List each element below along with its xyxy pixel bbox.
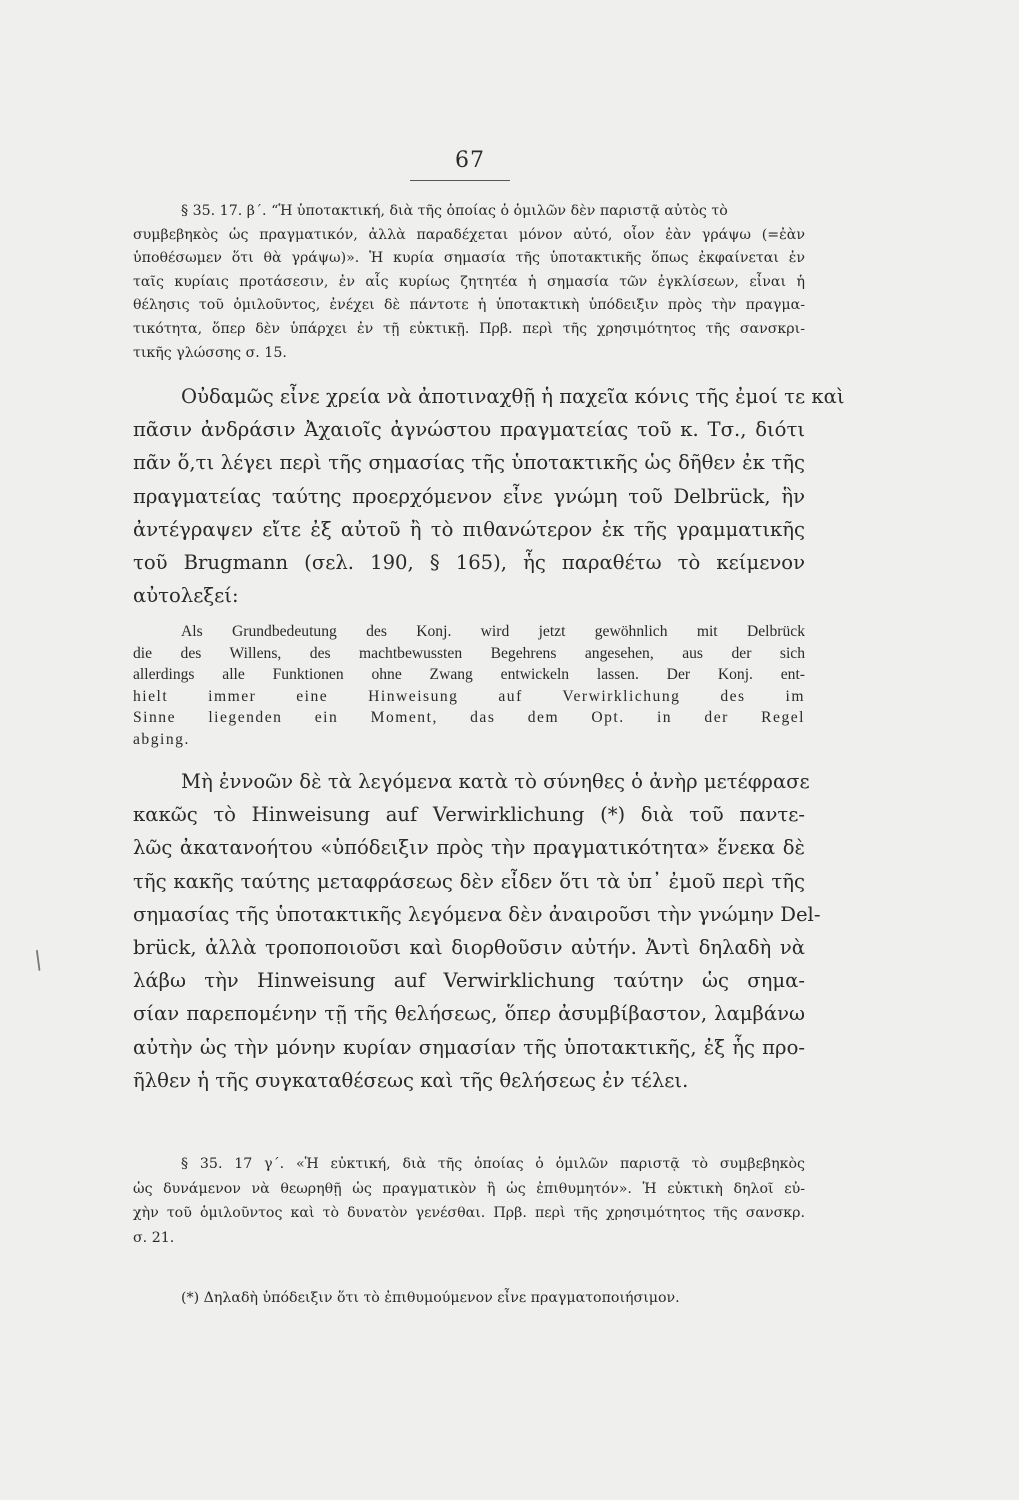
text-line: συμβεβηκὸς ὡς πραγματικόν, ἀλλὰ παραδέχεται μόνον αὐτό, οἷον ἐὰν γράψω (=ἐὰν: [133, 226, 805, 243]
text-line: die des Willens, des machtbewussten Begehrens angesehen, aus der sich: [133, 644, 805, 662]
text-line: θέλησις τοῦ ὁμιλοῦντος, ἐνέχει δὲ πάντοτε ἡ ὑποτακτικὴ ὑπόδειξιν πρὸς τὴν πραγμα-: [133, 297, 805, 314]
text-line: ταῖς κυρίαις προτάσεσιν, ἐν αἷς κυρίως ζητητέα ἡ σημασία τῶν ἐγκλίσεων, εἶναι ἡ: [133, 273, 805, 290]
text-line: Οὐδαμῶς εἶνε χρεία νὰ ἀποτιναχθῇ ἡ παχεῖα κόνις τῆς ἐμοί τε καὶ: [181, 385, 845, 408]
text-line: λῶς ἀκατανοήτου «ὑπόδειξιν πρὸς τὴν πραγματικότητα» ἕνεκα δὲ: [133, 836, 805, 860]
text-line: αὐτολεξεί:: [133, 584, 239, 608]
footnote-text: (*) Δηλαδὴ ὑπόδειξιν ὅτι τὸ ἐπιθυμούμενον εἶνε πραγματοποιήσιμον.: [181, 1290, 680, 1306]
text-line: hielt immer eine Hinweisung auf Verwirklichung des im: [133, 687, 805, 705]
paragraph-1: [133, 380, 845, 612]
margin-stroke: /: [28, 945, 48, 975]
text-line: χὴν τοῦ ὁμιλοῦντος καὶ τὸ δυνατὸν γενέσθαι. Πρβ. περὶ τῆς χρησιμότητος τῆς σανσκρ.: [133, 1205, 805, 1222]
text-line: ῆλθεν ἡ τῆς συγκαταθέσεως καὶ τῆς θελήσεως ἐν τέλει.: [133, 1068, 689, 1092]
footnote: [133, 1286, 805, 1311]
german-quote: [133, 621, 805, 751]
text-line: τικῆς γλώσσης σ. 15.: [133, 344, 287, 361]
page-number: 67: [455, 148, 485, 173]
text-line: Sinne liegenden ein Moment, das dem Opt. in der Regel: [133, 709, 805, 727]
text-line: ὑποθέσωμεν ὅτι θὰ γράψω)». Ἡ κυρία σημασία τῆς ὑποτακτικῆς ὅπως ἐκφαίνεται ἐν: [133, 250, 805, 267]
text-line: σημασίας τῆς ὑποτακτικῆς λεγόμενα δὲν ἀναιροῦσι τὴν γνώμην Del-: [133, 902, 821, 926]
text-line: ὡς δυνάμενον νὰ θεωρηθῇ ὡς πραγματικὸν ἢ ὡς ἐπιθυμητόν». Ἡ εὐκτικὴ δηλοῖ εὐ-: [133, 1180, 805, 1197]
text-line: ἀντέγραψεν εἴτε ἐξ αὐτοῦ ἢ τὸ πιθανώτερον ἐκ τῆς γραμματικῆς: [133, 517, 805, 541]
text-line: § 35. 17 γ΄. «Ἡ εὐκτική, διὰ τῆς ὁποίας ὁ ὁμιλῶν παριστᾷ τὸ συμβεβηκὸς: [181, 1156, 805, 1172]
text-line: Als Grundbedeutung des Konj. wird jetzt gewöhnlich mit Delbrück: [181, 623, 805, 640]
text-line: § 35. 17. β΄. “Ἡ ὑποτακτική, διὰ τῆς ὁποίας ὁ ὁμιλῶν δὲν παριστᾷ αὐτὸς τὸ: [181, 203, 728, 219]
text-line: λάβω τὴν Hinweisung auf Verwirklichung ταύτην ὡς σημα-: [133, 969, 805, 993]
text-line: τῆς κακῆς ταύτης μεταφράσεως δὲν εἶδεν ὅτι τὰ ὑπ᾽ ἐμοῦ περὶ τῆς: [133, 869, 805, 893]
text-line: σ. 21.: [133, 1229, 175, 1246]
text-line: πᾶν ὅ,τι λέγει περὶ τῆς σημασίας τῆς ὑποτακτικῆς ὡς δῆθεν ἐκ τῆς: [133, 451, 805, 475]
text-line: πραγματείας ταύτης προερχόμενον εἶνε γνώμη τοῦ Delbrück, ἣν: [133, 484, 805, 508]
text-line: κακῶς τὸ Hinweisung auf Verwirklichung (*) διὰ τοῦ παντε-: [133, 803, 805, 827]
section-b-text: [133, 1152, 805, 1250]
text-line: brück, ἀλλὰ τροποποιοῦσι καὶ διορθοῦσιν αὐτήν. Ἀντὶ δηλαδὴ νὰ: [133, 935, 805, 959]
text-line: τικότητα, ὅπερ δὲν ὑπάρχει ἐν τῇ εὐκτικῇ. Πρβ. περὶ τῆς χρησιμότητος τῆς σανσκρι-: [133, 320, 805, 337]
paragraph-2: [133, 765, 821, 1097]
text-line: abging.: [133, 730, 190, 748]
text-line: Μὴ ἐννοῶν δὲ τὰ λεγόμενα κατὰ τὸ σύνηθες ὁ ἀνὴρ μετέφρασε: [181, 770, 810, 793]
text-line: allerdings alle Funktionen ohne Zwang entwickeln lassen. Der Konj. ent-: [133, 666, 805, 684]
section-a-text: [133, 200, 805, 365]
text-line: σίαν παρεπομένην τῇ τῆς θελήσεως, ὅπερ ἀσυμβίβαστον, λαμβάνω: [133, 1002, 805, 1026]
text-line: τοῦ Brugmann (σελ. 190, § 165), ἧς παραθέτω τὸ κείμενον: [133, 550, 805, 574]
page-number-rule: [410, 180, 510, 181]
text-line: αὐτὴν ὡς τὴν μόνην κυρίαν σημασίαν τῆς ὑποτακτικῆς, ἐξ ἧς προ-: [133, 1035, 805, 1059]
text-line: πᾶσιν ἀνδράσιν Ἀχαιοῖς ἀγνώστου πραγματείας τοῦ κ. Τσ., διότι: [133, 418, 805, 442]
